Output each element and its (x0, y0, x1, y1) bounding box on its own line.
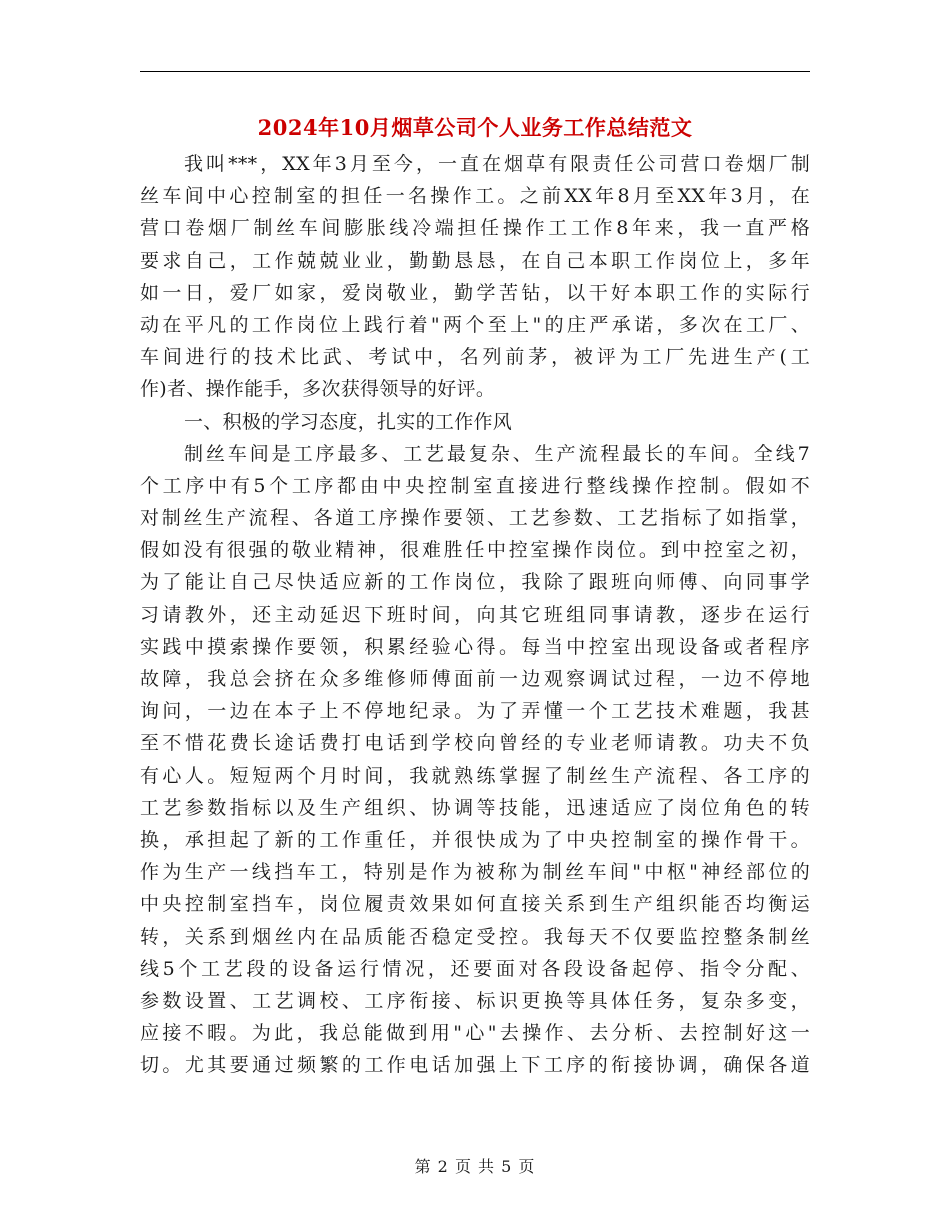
text-line: 丝车间中心控制室的担任一名操作工。之前XX年8月至XX年3月，在 (140, 185, 810, 208)
header-rule (140, 71, 810, 72)
text-line: 线5个工艺段的设备运行情况，还要面对各段设备起停、指令分配、 (140, 957, 810, 980)
text-line: 切。尤其要通过频繁的工作电话加强上下工序的衔接协调，确保各道 (140, 1054, 810, 1077)
document-body (140, 148, 810, 1081)
text-line: 对制丝生产流程、各道工序操作要领、工艺参数、工艺指标了如指掌， (140, 507, 810, 530)
text-line: 一、积极的学习态度，扎实的工作作风 (184, 410, 513, 433)
document-title: 2024年10月烟草公司个人业务工作总结范文 (257, 115, 693, 140)
text-line: 习请教外，还主动延迟下班时间，向其它班组同事请教，逐步在运行 (140, 603, 810, 626)
text-line: 车间进行的技术比武、考试中，名列前茅，被评为工厂先进生产(工 (140, 346, 810, 369)
text-line: 作为生产一线挡车工，特别是作为被称为制丝车间"中枢"神经部位的 (140, 861, 810, 884)
text-line: 工艺参数指标以及生产组织、协调等技能，迅速适应了岗位角色的转 (140, 796, 810, 819)
text-line: 参数设置、工艺调校、工序衔接、标识更换等具体任务，复杂多变， (140, 989, 810, 1012)
page-footer: 第 2 页 共 5 页 (414, 1157, 536, 1176)
text-line: 营口卷烟厂制丝车间膨胀线冷端担任操作工工作8年来，我一直严格 (140, 217, 810, 240)
text-line: 假如没有很强的敬业精神，很难胜任中控室操作岗位。到中控室之初， (140, 539, 810, 562)
text-line: 实践中摸索操作要领，积累经验心得。每当中控室出现设备或者程序 (140, 635, 810, 658)
text-line: 故障，我总会挤在众多维修师傅面前一边观察调试过程，一边不停地 (140, 668, 810, 690)
text-line: 动在平凡的工作岗位上践行着"两个至上"的庄严承诺，多次在工厂、 (140, 313, 810, 336)
text-line: 制丝车间是工序最多、工艺最复杂、生产流程最长的车间。全线7 (184, 442, 810, 465)
text-line: 中央控制室挡车，岗位履责效果如何直接关系到生产组织能否均衡运 (140, 893, 810, 916)
text-line: 要求自己，工作兢兢业业，勤勤恳恳，在自己本职工作岗位上，多年 (140, 249, 810, 272)
text-line: 我叫***，XX年3月至今，一直在烟草有限责任公司营口卷烟厂制 (184, 153, 810, 175)
text-line: 有心人。短短两个月时间，我就熟练掌握了制丝生产流程、各工序的 (140, 764, 810, 787)
text-line: 如一日，爱厂如家，爱岗敬业，勤学苦钻，以干好本职工作的实际行 (140, 281, 810, 304)
text-line: 换，承担起了新的工作重任，并很快成为了中央控制室的操作骨干。 (140, 828, 810, 851)
text-line: 为了能让自己尽快适应新的工作岗位，我除了跟班向师傅、向同事学 (140, 571, 810, 594)
text-line: 应接不暇。为此，我总能做到用"心"去操作、去分析、去控制好这一 (140, 1022, 810, 1045)
text-line: 个工序中有5个工序都由中央控制室直接进行整线操作控制。假如不 (140, 474, 810, 497)
text-line: 转，关系到烟丝内在品质能否稳定受控。我每天不仅要监控整条制丝 (140, 925, 810, 948)
text-line: 询问，一边在本子上不停地纪录。为了弄懂一个工艺技术难题，我甚 (140, 700, 810, 723)
text-line: 至不惜花费长途话费打电话到学校向曾经的专业老师请教。功夫不负 (140, 732, 810, 755)
text-line: 作)者、操作能手，多次获得领导的好评。 (140, 378, 496, 401)
